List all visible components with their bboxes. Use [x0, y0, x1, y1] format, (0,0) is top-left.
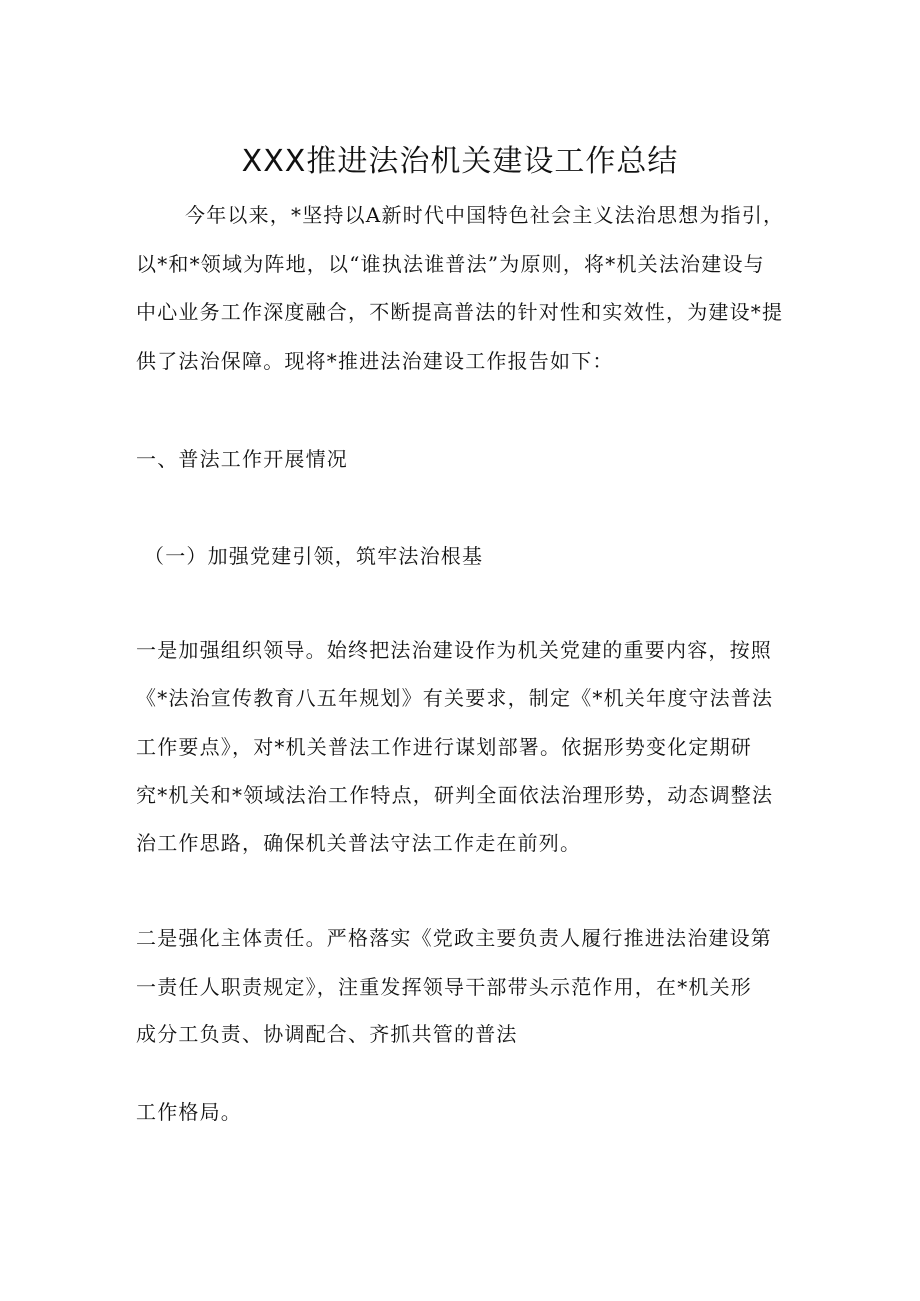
paragraph-line: 工作要点》，对*机关普法工作进行谋划部署。依据形势变化定期研 — [136, 735, 752, 759]
intro-line: 供了法治保障。现将*推进法治建设工作报告如下： — [136, 349, 614, 373]
subsection-heading: （一）加强党建引领，筑牢法治根基 — [144, 544, 484, 568]
paragraph-line: 一责任人职责规定》，注重发挥领导干部带头示范作用，在*机关形 — [136, 975, 752, 999]
paragraph-line: 《*法治宣传教育八五年规划》有关要求，制定《*机关年度守法普法 — [136, 686, 774, 710]
paragraph-line: 究*机关和*领域法治工作特点，研判全面依法治理形势，动态调整法 — [136, 783, 774, 807]
intro-line: 以*和*领域为阵地，以“谁执法谁普法”为原则，将*机关法治建设与 — [136, 252, 765, 276]
paragraph-line: 工作格局。 — [136, 1100, 242, 1124]
paragraph-line: 成分工负责、协调配合、齐抓共管的普法 — [136, 1022, 518, 1046]
paragraph-line: 二是强化主体责任。严格落实《党政主要负责人履行推进法治建设第 — [136, 926, 772, 950]
section-heading: 一、普法工作开展情况 — [136, 447, 348, 471]
paragraph-line: 治工作思路，确保机关普法守法工作走在前列。 — [136, 831, 582, 855]
intro-line: 今年以来，*坚持以A新时代中国特色社会主义法治思想为指引， — [185, 203, 785, 227]
paragraph-line: 一是加强组织领导。始终把法治建设作为机关党建的重要内容，按照 — [136, 638, 772, 662]
intro-line: 中心业务工作深度融合，不断提高普法的针对性和实效性，为建设*提 — [136, 300, 784, 324]
document-title: XXX推进法治机关建设工作总结 — [241, 144, 679, 179]
